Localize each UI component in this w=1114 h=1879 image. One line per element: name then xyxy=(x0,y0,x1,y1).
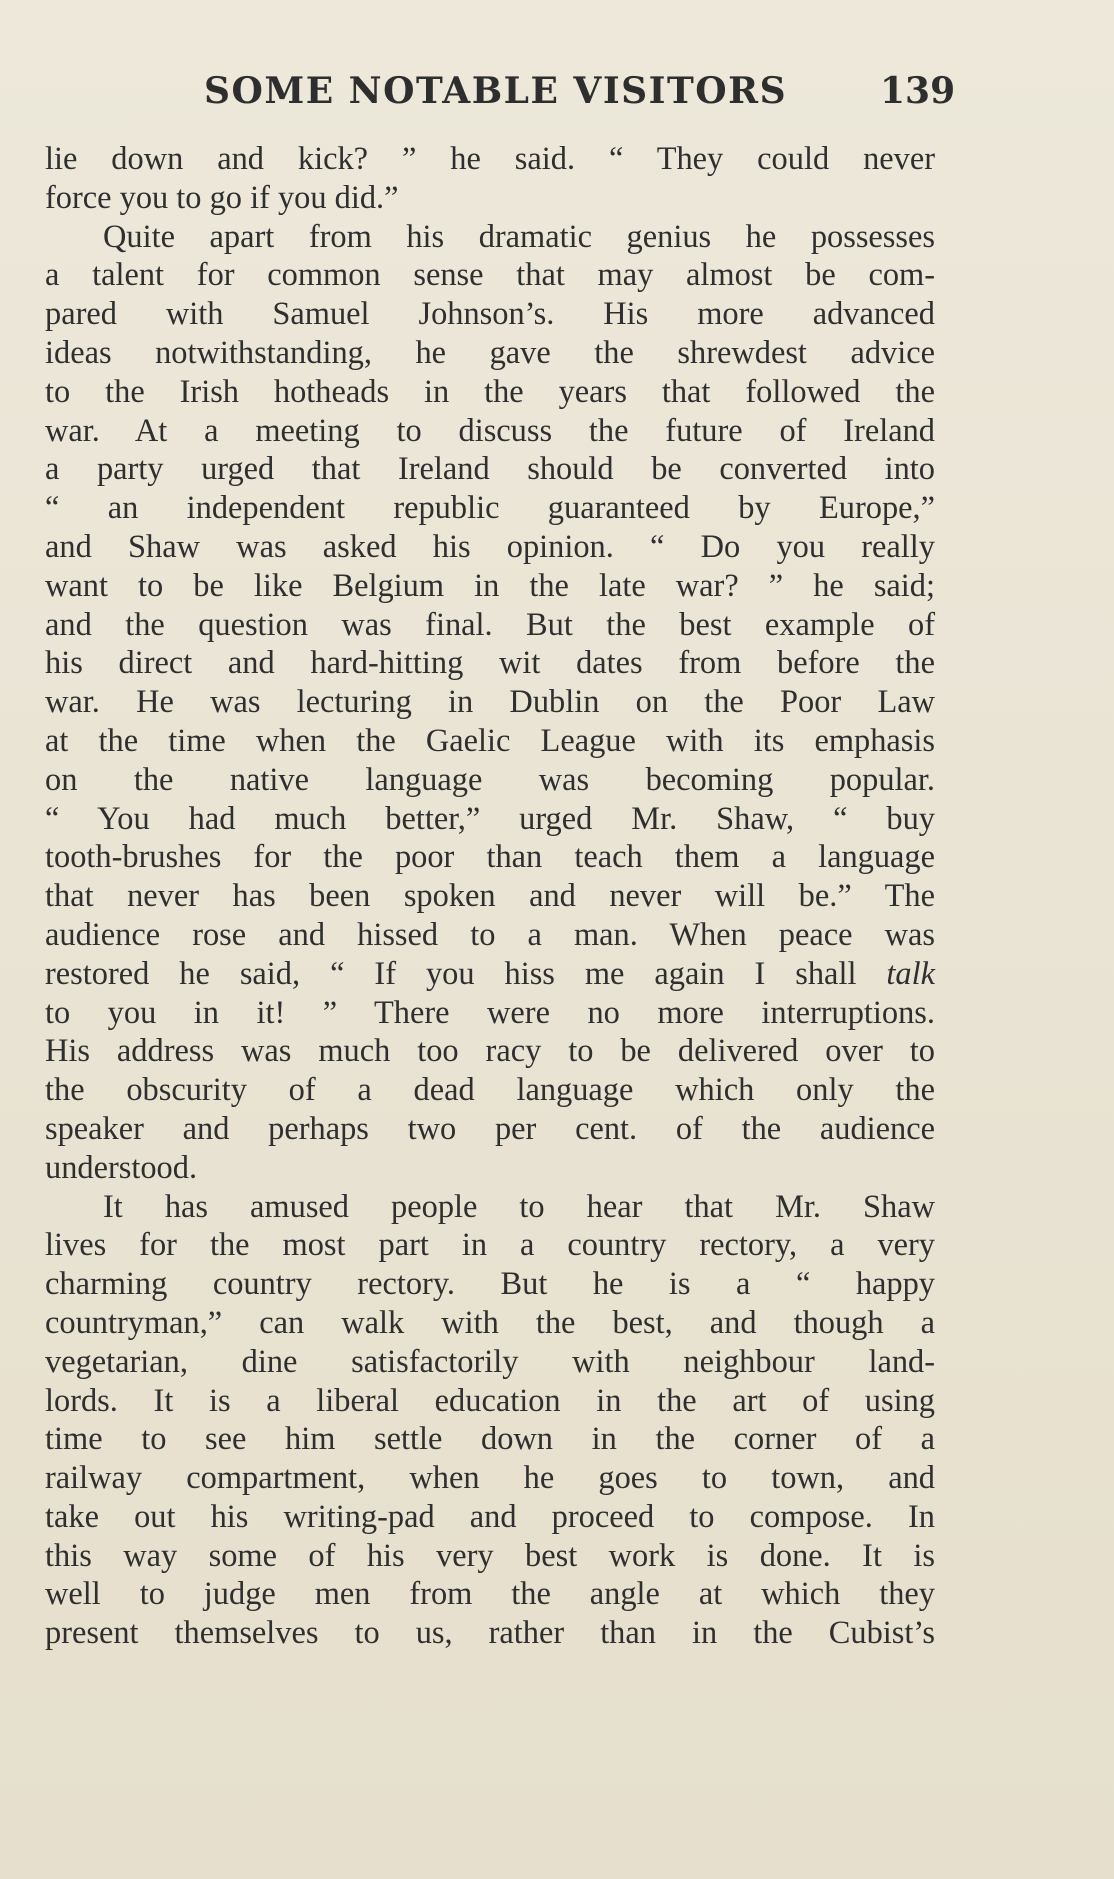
text-line: “ an independent republic guaranteed by Europe,” xyxy=(45,490,935,527)
text-line: railway compartment, when he goes to town, and xyxy=(45,1460,935,1497)
text-line: audience rose and hissed to a man. When peace was xyxy=(45,916,935,953)
body-text xyxy=(45,140,935,1653)
page-number: 139 xyxy=(880,70,956,112)
text-line: well to judge men from the angle at which they xyxy=(45,1576,935,1613)
text-line: lords. It is a liberal education in the art of using xyxy=(45,1382,935,1419)
text-line: understood. xyxy=(45,1149,198,1186)
text-line-with-emphasis xyxy=(45,955,935,994)
text-line: that never has been spoken and never will be.” The xyxy=(45,878,935,915)
text-line: and the question was final. But the best example of xyxy=(45,606,935,643)
text-line: force you to go if you did.” xyxy=(45,179,399,216)
text-line: charming country rectory. But he is a “ happy xyxy=(45,1266,935,1303)
text-line: and Shaw was asked his opinion. “ Do you really xyxy=(45,528,935,565)
text-line: pared with Samuel Johnson’s. His more advanced xyxy=(45,296,935,333)
text-line: lie down and kick? ” he said. “ They could never xyxy=(45,141,935,177)
text-line: ideas notwithstanding, he gave the shrewdest advice xyxy=(45,334,935,371)
text-line: “ You had much better,” urged Mr. Shaw, “ buy xyxy=(45,800,935,837)
page-header xyxy=(0,70,1114,120)
text-line: to you in it! ” There were no more interruptions. xyxy=(45,994,935,1031)
text-line: present themselves to us, rather than in the Cubist’s xyxy=(45,1615,935,1652)
text-line-part: restored he said, “ If you hiss me again I shall xyxy=(45,955,857,992)
text-line: time to see him settle down in the corner of a xyxy=(45,1421,935,1458)
text-line: lives for the most part in a country rectory, a very xyxy=(45,1227,935,1264)
italic-word: talk xyxy=(886,955,935,992)
text-line: his direct and hard-hitting wit dates from before the xyxy=(45,645,935,682)
running-title: SOME NOTABLE VISITORS xyxy=(204,70,788,112)
text-line: tooth-brushes for the poor than teach them a language xyxy=(45,839,935,876)
text-line: to the Irish hotheads in the years that followed the xyxy=(45,373,935,410)
text-line: speaker and perhaps two per cent. of the audience xyxy=(45,1110,935,1147)
text-line: Quite apart from his dramatic genius he possesses xyxy=(103,218,935,255)
text-line: His address was much too racy to be delivered over to xyxy=(45,1033,935,1070)
text-line: this way some of his very best work is done. It is xyxy=(45,1537,935,1574)
text-line: war. At a meeting to discuss the future of Ireland xyxy=(45,412,935,449)
text-line: countryman,” can walk with the best, and though a xyxy=(45,1304,935,1341)
text-line: take out his writing-pad and proceed to compose. In xyxy=(45,1498,935,1535)
text-line: vegetarian, dine satisfactorily with neighbour land- xyxy=(45,1343,935,1380)
text-line: a talent for common sense that may almost be com- xyxy=(45,257,935,294)
text-line: on the native language was becoming popular. xyxy=(45,761,935,798)
text-line: want to be like Belgium in the late war? ” he said; xyxy=(45,567,935,604)
text-line: a party urged that Ireland should be converted into xyxy=(45,451,935,488)
text-line: war. He was lecturing in Dublin on the Poor Law xyxy=(45,684,935,721)
text-line: at the time when the Gaelic League with its emphasis xyxy=(45,722,935,759)
text-line: the obscurity of a dead language which only the xyxy=(45,1072,935,1109)
text-line: It has amused people to hear that Mr. Shaw xyxy=(103,1188,935,1225)
